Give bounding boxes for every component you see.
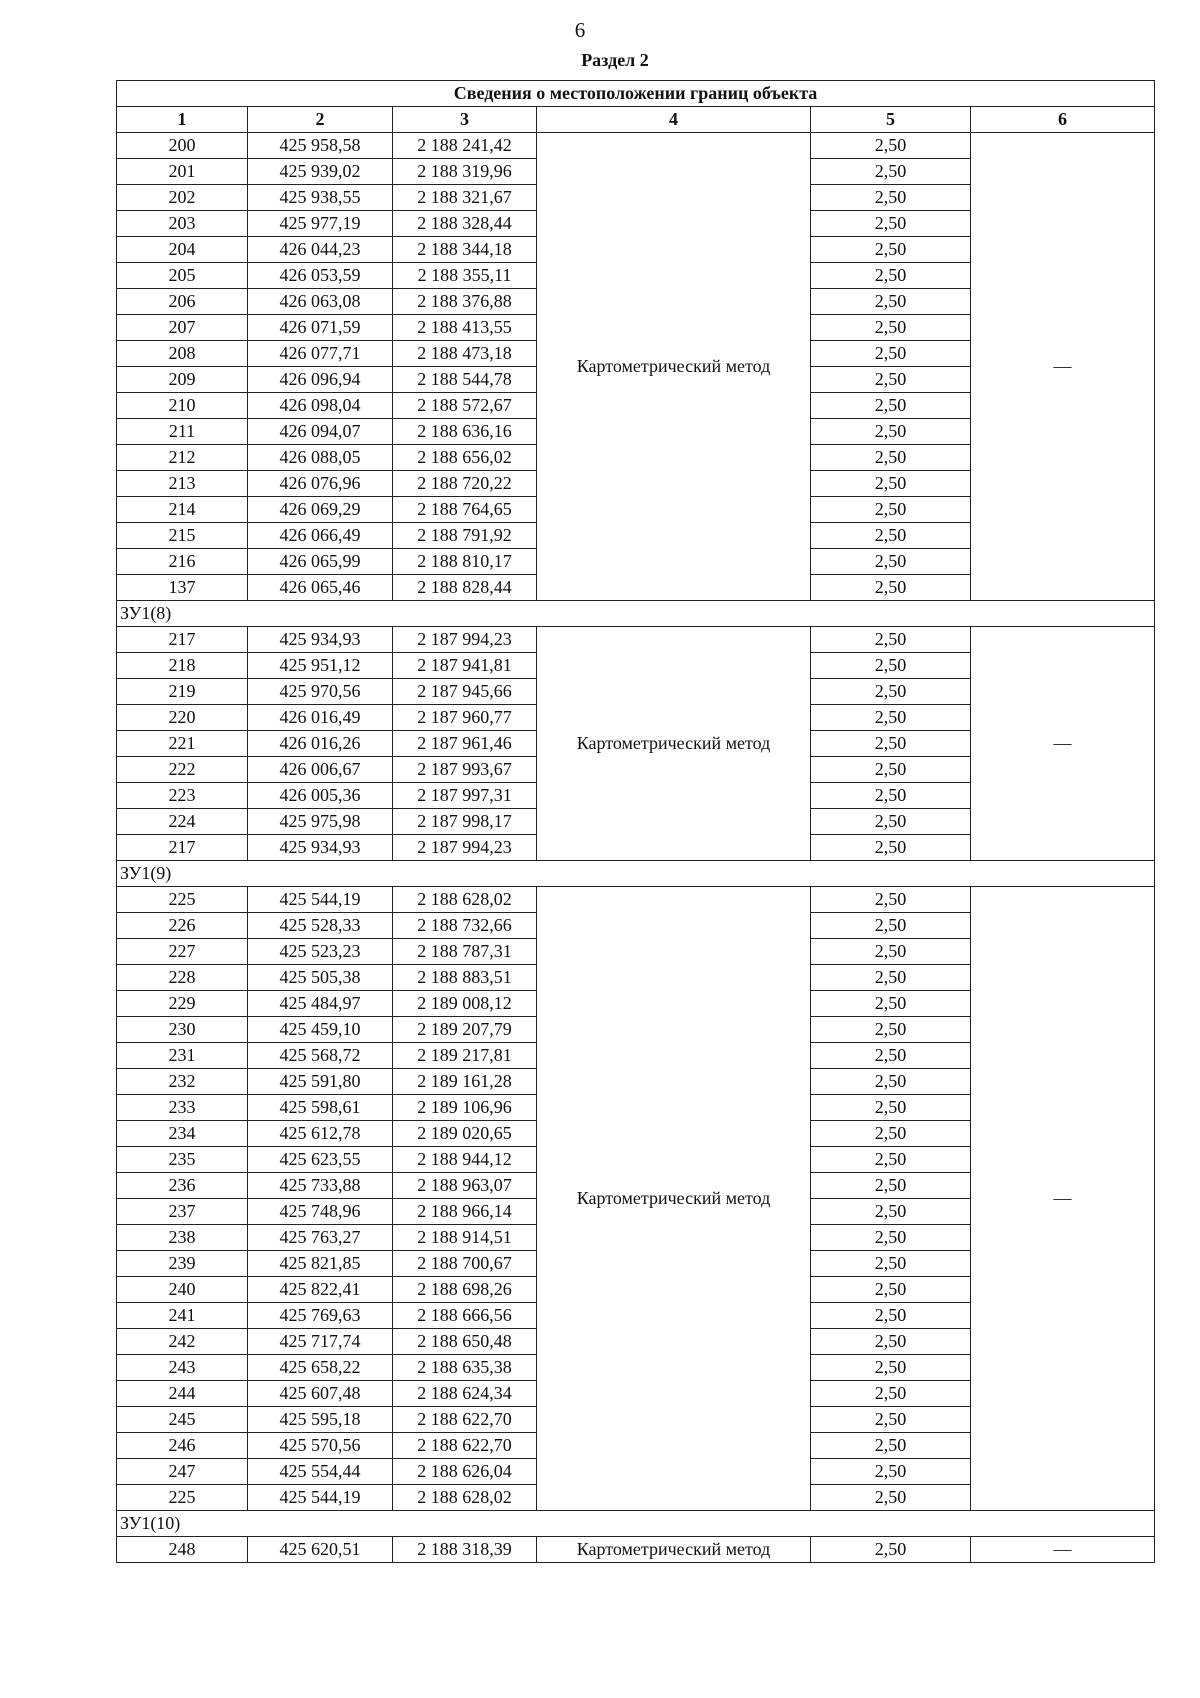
point-number-cell: 228 xyxy=(117,965,248,991)
accuracy-cell: 2,50 xyxy=(811,835,971,861)
x-coordinate-cell: 425 612,78 xyxy=(248,1121,393,1147)
point-number-cell: 240 xyxy=(117,1277,248,1303)
point-number-cell: 205 xyxy=(117,263,248,289)
point-number-cell: 221 xyxy=(117,731,248,757)
x-coordinate-cell: 425 620,51 xyxy=(248,1537,393,1563)
column-number: 4 xyxy=(537,107,811,133)
x-coordinate-cell: 426 065,46 xyxy=(248,575,393,601)
accuracy-cell: 2,50 xyxy=(811,419,971,445)
accuracy-cell: 2,50 xyxy=(811,263,971,289)
accuracy-cell: 2,50 xyxy=(811,523,971,549)
method-cell: Картометрический метод xyxy=(537,133,811,601)
point-number-cell: 237 xyxy=(117,1199,248,1225)
accuracy-cell: 2,50 xyxy=(811,185,971,211)
y-coordinate-cell: 2 187 994,23 xyxy=(393,835,537,861)
x-coordinate-cell: 426 076,96 xyxy=(248,471,393,497)
y-coordinate-cell: 2 188 810,17 xyxy=(393,549,537,575)
point-number-cell: 213 xyxy=(117,471,248,497)
point-number-cell: 223 xyxy=(117,783,248,809)
y-coordinate-cell: 2 188 413,55 xyxy=(393,315,537,341)
accuracy-cell: 2,50 xyxy=(811,471,971,497)
accuracy-cell: 2,50 xyxy=(811,237,971,263)
point-number-cell: 202 xyxy=(117,185,248,211)
point-number-cell: 231 xyxy=(117,1043,248,1069)
accuracy-cell: 2,50 xyxy=(811,211,971,237)
y-coordinate-cell: 2 188 572,67 xyxy=(393,393,537,419)
column-number: 5 xyxy=(811,107,971,133)
point-number-cell: 245 xyxy=(117,1407,248,1433)
accuracy-cell: 2,50 xyxy=(811,367,971,393)
point-number-cell: 243 xyxy=(117,1355,248,1381)
point-number-cell: 247 xyxy=(117,1459,248,1485)
y-coordinate-cell: 2 188 650,48 xyxy=(393,1329,537,1355)
accuracy-cell: 2,50 xyxy=(811,913,971,939)
y-coordinate-cell: 2 189 217,81 xyxy=(393,1043,537,1069)
point-number-cell: 229 xyxy=(117,991,248,1017)
x-coordinate-cell: 426 063,08 xyxy=(248,289,393,315)
point-number-cell: 225 xyxy=(117,1485,248,1511)
y-coordinate-cell: 2 188 944,12 xyxy=(393,1147,537,1173)
point-number-cell: 220 xyxy=(117,705,248,731)
point-number-cell: 248 xyxy=(117,1537,248,1563)
accuracy-cell: 2,50 xyxy=(811,1251,971,1277)
y-coordinate-cell: 2 187 998,17 xyxy=(393,809,537,835)
x-coordinate-cell: 425 977,19 xyxy=(248,211,393,237)
point-number-cell: 214 xyxy=(117,497,248,523)
y-coordinate-cell: 2 188 666,56 xyxy=(393,1303,537,1329)
y-coordinate-cell: 2 188 241,42 xyxy=(393,133,537,159)
section-title: Раздел 2 xyxy=(581,50,649,70)
y-coordinate-cell: 2 187 945,66 xyxy=(393,679,537,705)
accuracy-cell: 2,50 xyxy=(811,289,971,315)
table-row xyxy=(117,1537,1155,1563)
group-label-row xyxy=(117,861,1155,887)
x-coordinate-cell: 425 717,74 xyxy=(248,1329,393,1355)
y-coordinate-cell: 2 189 161,28 xyxy=(393,1069,537,1095)
x-coordinate-cell: 425 623,55 xyxy=(248,1147,393,1173)
point-number-cell: 236 xyxy=(117,1173,248,1199)
x-coordinate-cell: 425 733,88 xyxy=(248,1173,393,1199)
y-coordinate-cell: 2 187 997,31 xyxy=(393,783,537,809)
x-coordinate-cell: 425 544,19 xyxy=(248,887,393,913)
column-number-row xyxy=(117,107,1155,133)
y-coordinate-cell: 2 188 635,38 xyxy=(393,1355,537,1381)
accuracy-cell: 2,50 xyxy=(811,1277,971,1303)
x-coordinate-cell: 425 523,23 xyxy=(248,939,393,965)
accuracy-cell: 2,50 xyxy=(811,1355,971,1381)
point-number-cell: 227 xyxy=(117,939,248,965)
accuracy-cell: 2,50 xyxy=(811,133,971,159)
point-number-cell: 209 xyxy=(117,367,248,393)
description-cell: — xyxy=(971,887,1155,1511)
accuracy-cell: 2,50 xyxy=(811,341,971,367)
x-coordinate-cell: 425 958,58 xyxy=(248,133,393,159)
point-number-cell: 216 xyxy=(117,549,248,575)
x-coordinate-cell: 425 822,41 xyxy=(248,1277,393,1303)
method-cell: Картометрический метод xyxy=(537,627,811,861)
accuracy-cell: 2,50 xyxy=(811,679,971,705)
accuracy-cell: 2,50 xyxy=(811,705,971,731)
accuracy-cell: 2,50 xyxy=(811,159,971,185)
y-coordinate-cell: 2 189 207,79 xyxy=(393,1017,537,1043)
column-number: 2 xyxy=(248,107,393,133)
y-coordinate-cell: 2 188 914,51 xyxy=(393,1225,537,1251)
x-coordinate-cell: 425 769,63 xyxy=(248,1303,393,1329)
point-number-cell: 241 xyxy=(117,1303,248,1329)
x-coordinate-cell: 426 065,99 xyxy=(248,549,393,575)
y-coordinate-cell: 2 188 636,16 xyxy=(393,419,537,445)
point-number-cell: 230 xyxy=(117,1017,248,1043)
x-coordinate-cell: 425 970,56 xyxy=(248,679,393,705)
y-coordinate-cell: 2 187 993,67 xyxy=(393,757,537,783)
accuracy-cell: 2,50 xyxy=(811,1329,971,1355)
point-number-cell: 246 xyxy=(117,1433,248,1459)
x-coordinate-cell: 426 005,36 xyxy=(248,783,393,809)
description-cell: — xyxy=(971,133,1155,601)
point-number-cell: 235 xyxy=(117,1147,248,1173)
y-coordinate-cell: 2 189 106,96 xyxy=(393,1095,537,1121)
point-number-cell: 226 xyxy=(117,913,248,939)
y-coordinate-cell: 2 188 656,02 xyxy=(393,445,537,471)
table-row xyxy=(117,627,1155,653)
accuracy-cell: 2,50 xyxy=(811,393,971,419)
x-coordinate-cell: 425 763,27 xyxy=(248,1225,393,1251)
table-caption-row xyxy=(117,81,1155,107)
table-row xyxy=(117,887,1155,913)
x-coordinate-cell: 426 006,67 xyxy=(248,757,393,783)
point-number-cell: 208 xyxy=(117,341,248,367)
x-coordinate-cell: 425 934,93 xyxy=(248,835,393,861)
accuracy-cell: 2,50 xyxy=(811,549,971,575)
column-number: 6 xyxy=(971,107,1155,133)
accuracy-cell: 2,50 xyxy=(811,1095,971,1121)
x-coordinate-cell: 426 088,05 xyxy=(248,445,393,471)
y-coordinate-cell: 2 188 628,02 xyxy=(393,887,537,913)
point-number-cell: 137 xyxy=(117,575,248,601)
x-coordinate-cell: 425 528,33 xyxy=(248,913,393,939)
x-coordinate-cell: 426 069,29 xyxy=(248,497,393,523)
y-coordinate-cell: 2 188 321,67 xyxy=(393,185,537,211)
x-coordinate-cell: 425 951,12 xyxy=(248,653,393,679)
y-coordinate-cell: 2 188 883,51 xyxy=(393,965,537,991)
x-coordinate-cell: 425 658,22 xyxy=(248,1355,393,1381)
x-coordinate-cell: 425 591,80 xyxy=(248,1069,393,1095)
x-coordinate-cell: 425 821,85 xyxy=(248,1251,393,1277)
y-coordinate-cell: 2 187 961,46 xyxy=(393,731,537,757)
x-coordinate-cell: 426 016,26 xyxy=(248,731,393,757)
accuracy-cell: 2,50 xyxy=(811,497,971,523)
point-number-cell: 212 xyxy=(117,445,248,471)
point-number-cell: 232 xyxy=(117,1069,248,1095)
boundary-coordinates-table xyxy=(116,80,1155,1563)
column-number: 1 xyxy=(117,107,248,133)
group-label: ЗУ1(9) xyxy=(117,861,1155,887)
x-coordinate-cell: 426 071,59 xyxy=(248,315,393,341)
accuracy-cell: 2,50 xyxy=(811,1459,971,1485)
column-number: 3 xyxy=(393,107,537,133)
y-coordinate-cell: 2 188 963,07 xyxy=(393,1173,537,1199)
x-coordinate-cell: 425 607,48 xyxy=(248,1381,393,1407)
accuracy-cell: 2,50 xyxy=(811,627,971,653)
y-coordinate-cell: 2 188 732,66 xyxy=(393,913,537,939)
x-coordinate-cell: 425 505,38 xyxy=(248,965,393,991)
point-number-cell: 207 xyxy=(117,315,248,341)
y-coordinate-cell: 2 188 700,67 xyxy=(393,1251,537,1277)
point-number-cell: 206 xyxy=(117,289,248,315)
y-coordinate-cell: 2 189 008,12 xyxy=(393,991,537,1017)
accuracy-cell: 2,50 xyxy=(811,809,971,835)
accuracy-cell: 2,50 xyxy=(811,939,971,965)
y-coordinate-cell: 2 188 544,78 xyxy=(393,367,537,393)
x-coordinate-cell: 425 939,02 xyxy=(248,159,393,185)
method-cell: Картометрический метод xyxy=(537,887,811,1511)
accuracy-cell: 2,50 xyxy=(811,1381,971,1407)
accuracy-cell: 2,50 xyxy=(811,1407,971,1433)
y-coordinate-cell: 2 188 473,18 xyxy=(393,341,537,367)
point-number-cell: 224 xyxy=(117,809,248,835)
accuracy-cell: 2,50 xyxy=(811,1173,971,1199)
accuracy-cell: 2,50 xyxy=(811,1121,971,1147)
x-coordinate-cell: 425 459,10 xyxy=(248,1017,393,1043)
point-number-cell: 225 xyxy=(117,887,248,913)
accuracy-cell: 2,50 xyxy=(811,965,971,991)
y-coordinate-cell: 2 188 720,22 xyxy=(393,471,537,497)
y-coordinate-cell: 2 189 020,65 xyxy=(393,1121,537,1147)
y-coordinate-cell: 2 188 626,04 xyxy=(393,1459,537,1485)
x-coordinate-cell: 425 554,44 xyxy=(248,1459,393,1485)
point-number-cell: 244 xyxy=(117,1381,248,1407)
description-cell: — xyxy=(971,627,1155,861)
y-coordinate-cell: 2 188 828,44 xyxy=(393,575,537,601)
accuracy-cell: 2,50 xyxy=(811,1433,971,1459)
accuracy-cell: 2,50 xyxy=(811,1043,971,1069)
table-caption: Сведения о местоположении границ объекта xyxy=(117,81,1155,107)
x-coordinate-cell: 425 975,98 xyxy=(248,809,393,835)
point-number-cell: 210 xyxy=(117,393,248,419)
x-coordinate-cell: 425 544,19 xyxy=(248,1485,393,1511)
accuracy-cell: 2,50 xyxy=(811,575,971,601)
point-number-cell: 203 xyxy=(117,211,248,237)
x-coordinate-cell: 425 595,18 xyxy=(248,1407,393,1433)
point-number-cell: 200 xyxy=(117,133,248,159)
point-number-cell: 211 xyxy=(117,419,248,445)
point-number-cell: 217 xyxy=(117,835,248,861)
x-coordinate-cell: 426 044,23 xyxy=(248,237,393,263)
point-number-cell: 239 xyxy=(117,1251,248,1277)
accuracy-cell: 2,50 xyxy=(811,1017,971,1043)
y-coordinate-cell: 2 188 355,11 xyxy=(393,263,537,289)
y-coordinate-cell: 2 188 764,65 xyxy=(393,497,537,523)
x-coordinate-cell: 426 094,07 xyxy=(248,419,393,445)
page-number: 6 xyxy=(574,18,586,42)
accuracy-cell: 2,50 xyxy=(811,757,971,783)
x-coordinate-cell: 425 568,72 xyxy=(248,1043,393,1069)
accuracy-cell: 2,50 xyxy=(811,1199,971,1225)
point-number-cell: 215 xyxy=(117,523,248,549)
accuracy-cell: 2,50 xyxy=(811,783,971,809)
point-number-cell: 218 xyxy=(117,653,248,679)
x-coordinate-cell: 426 096,94 xyxy=(248,367,393,393)
y-coordinate-cell: 2 188 319,96 xyxy=(393,159,537,185)
y-coordinate-cell: 2 188 787,31 xyxy=(393,939,537,965)
table-row xyxy=(117,133,1155,159)
y-coordinate-cell: 2 188 318,39 xyxy=(393,1537,537,1563)
y-coordinate-cell: 2 187 994,23 xyxy=(393,627,537,653)
accuracy-cell: 2,50 xyxy=(811,315,971,341)
x-coordinate-cell: 426 066,49 xyxy=(248,523,393,549)
point-number-cell: 238 xyxy=(117,1225,248,1251)
x-coordinate-cell: 426 077,71 xyxy=(248,341,393,367)
accuracy-cell: 2,50 xyxy=(811,1069,971,1095)
point-number-cell: 233 xyxy=(117,1095,248,1121)
x-coordinate-cell: 425 934,93 xyxy=(248,627,393,653)
accuracy-cell: 2,50 xyxy=(811,991,971,1017)
group-label-row xyxy=(117,601,1155,627)
point-number-cell: 201 xyxy=(117,159,248,185)
x-coordinate-cell: 425 748,96 xyxy=(248,1199,393,1225)
y-coordinate-cell: 2 188 622,70 xyxy=(393,1407,537,1433)
y-coordinate-cell: 2 188 628,02 xyxy=(393,1485,537,1511)
y-coordinate-cell: 2 187 960,77 xyxy=(393,705,537,731)
y-coordinate-cell: 2 187 941,81 xyxy=(393,653,537,679)
point-number-cell: 222 xyxy=(117,757,248,783)
x-coordinate-cell: 426 016,49 xyxy=(248,705,393,731)
accuracy-cell: 2,50 xyxy=(811,445,971,471)
x-coordinate-cell: 425 598,61 xyxy=(248,1095,393,1121)
point-number-cell: 234 xyxy=(117,1121,248,1147)
group-label-row xyxy=(117,1511,1155,1537)
x-coordinate-cell: 426 053,59 xyxy=(248,263,393,289)
y-coordinate-cell: 2 188 698,26 xyxy=(393,1277,537,1303)
y-coordinate-cell: 2 188 328,44 xyxy=(393,211,537,237)
accuracy-cell: 2,50 xyxy=(811,653,971,679)
y-coordinate-cell: 2 188 376,88 xyxy=(393,289,537,315)
accuracy-cell: 2,50 xyxy=(811,887,971,913)
group-label: ЗУ1(8) xyxy=(117,601,1155,627)
accuracy-cell: 2,50 xyxy=(811,1225,971,1251)
accuracy-cell: 2,50 xyxy=(811,1147,971,1173)
method-cell: Картометрический метод xyxy=(537,1537,811,1563)
accuracy-cell: 2,50 xyxy=(811,731,971,757)
y-coordinate-cell: 2 188 791,92 xyxy=(393,523,537,549)
group-label: ЗУ1(10) xyxy=(117,1511,1155,1537)
y-coordinate-cell: 2 188 344,18 xyxy=(393,237,537,263)
accuracy-cell: 2,50 xyxy=(811,1303,971,1329)
point-number-cell: 217 xyxy=(117,627,248,653)
x-coordinate-cell: 425 570,56 xyxy=(248,1433,393,1459)
x-coordinate-cell: 425 938,55 xyxy=(248,185,393,211)
point-number-cell: 242 xyxy=(117,1329,248,1355)
accuracy-cell: 2,50 xyxy=(811,1485,971,1511)
x-coordinate-cell: 425 484,97 xyxy=(248,991,393,1017)
accuracy-cell: 2,50 xyxy=(811,1537,971,1563)
x-coordinate-cell: 426 098,04 xyxy=(248,393,393,419)
point-number-cell: 204 xyxy=(117,237,248,263)
y-coordinate-cell: 2 188 622,70 xyxy=(393,1433,537,1459)
y-coordinate-cell: 2 188 624,34 xyxy=(393,1381,537,1407)
point-number-cell: 219 xyxy=(117,679,248,705)
y-coordinate-cell: 2 188 966,14 xyxy=(393,1199,537,1225)
description-cell: — xyxy=(971,1537,1155,1563)
